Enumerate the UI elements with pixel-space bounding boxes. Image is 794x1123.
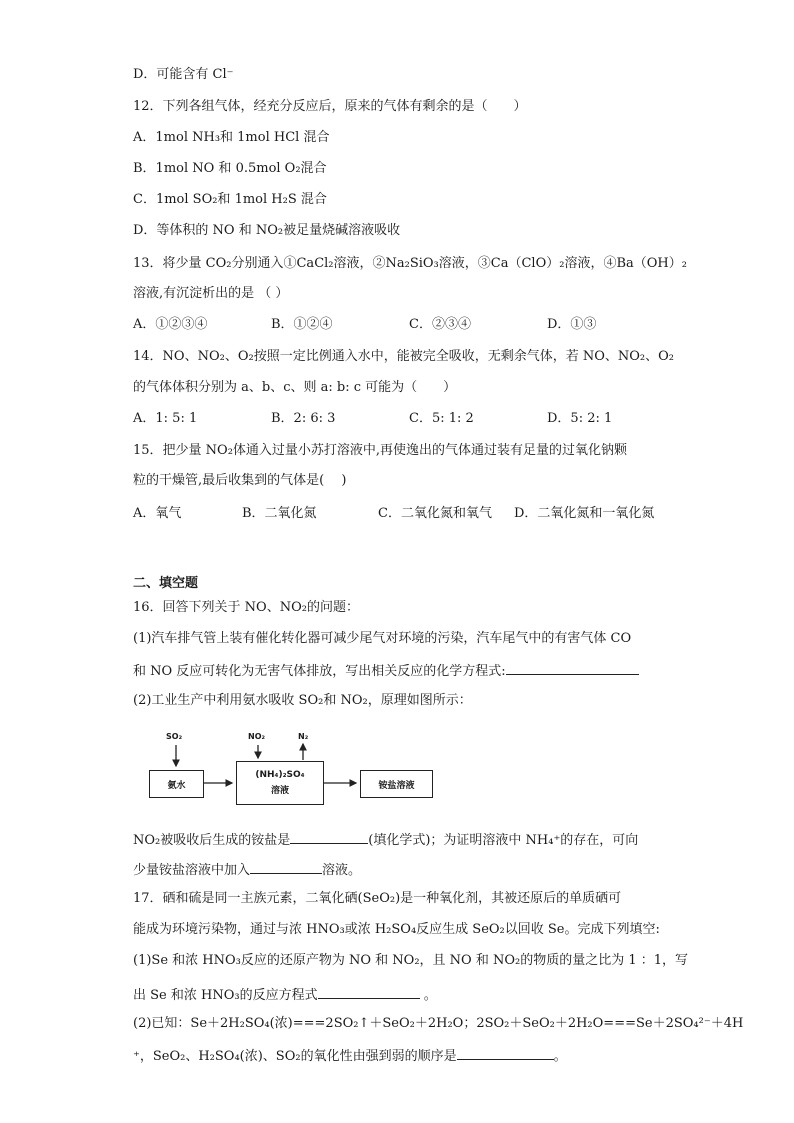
ammonium-sulfate-box xyxy=(236,761,324,805)
q13-option-d: D．①③ xyxy=(547,317,597,332)
q14-option-a: A．1: 5: 1 xyxy=(133,411,198,426)
q17-part1-line1: (1)Se 和浓 HNO₃反应的还原产物为 NO 和 NO₂，且 NO 和 NO₂的物质的量之比为 1 ：1，写 xyxy=(133,953,689,968)
q13-option-b: B．①②④ xyxy=(271,317,333,332)
q15-option-a: A．氧气 xyxy=(133,506,182,521)
q16-part1-line2 xyxy=(133,660,639,681)
q11-option-d: D．可能含有 Cl⁻ xyxy=(133,67,234,82)
q16-part3-line1 xyxy=(133,829,638,850)
q13-stem-line2: 溶液,有沉淀析出的是 （ ） xyxy=(133,286,289,301)
q17-part2-text: ⁺，SeO₂、H₂SO₄(浓)、SO₂的氧化性由强到弱的顺序是 xyxy=(133,1049,457,1064)
q15-option-d: D．二氧化氮和一氧化氮 xyxy=(514,506,655,521)
answer-blank[interactable] xyxy=(250,859,322,874)
q12-option-c: C．1mol SO₂和 1mol H₂S 混合 xyxy=(133,192,327,207)
q17-part2-line2 xyxy=(133,1045,567,1066)
q17-part1-end: 。 xyxy=(423,988,437,1003)
q16-part3-text-c: 少量铵盐溶液中加入 xyxy=(133,863,251,878)
q15-option-c: C．二氧化氮和氧气 xyxy=(378,506,492,521)
q13-option-c: C．②③④ xyxy=(409,317,471,332)
ammonia-water-box: 氨水 xyxy=(149,770,204,798)
q14-option-c: C．5: 1: 2 xyxy=(409,411,474,426)
q13-stem-line1: 13．将少量 CO₂分别通入①CaCl₂溶液，②Na₂SiO₃溶液，③Ca（ClO）₂溶液，④Ba（OH）₂ xyxy=(133,256,687,271)
q16-part3-text-b: (填化学式)；为证明溶液中 NH₄⁺的存在，可向 xyxy=(368,833,639,848)
q14-stem-line2: 的气体体积分别为 a、b、c、则 a: b: c 可能为（ ） xyxy=(133,380,457,395)
q16-part3-line2 xyxy=(133,859,361,880)
box2-solution: 溶液 xyxy=(270,786,289,796)
q17-part2-line1: (2)已知：Se＋2H₂SO₄(浓)===2SO₂↑＋SeO₂＋2H₂O；2SO₂＋SeO₂＋2H₂O===Se＋2SO₄²⁻＋4H xyxy=(133,1016,744,1031)
answer-blank[interactable] xyxy=(457,1045,554,1060)
q14-stem-line1: 14．NO、NO₂、O₂按照一定比例通入水中，能被完全吸收，无剩余气体，若 NO、NO₂、O₂ xyxy=(133,349,674,364)
q12-option-a: A．1mol NH₃和 1mol HCl 混合 xyxy=(133,130,330,145)
answer-blank[interactable] xyxy=(318,984,420,999)
section-title: 二、填空题 xyxy=(133,576,199,591)
answer-blank[interactable] xyxy=(290,829,368,844)
q17-part2-end: 。 xyxy=(553,1049,567,1064)
q14-option-b: B．2: 6: 3 xyxy=(271,411,336,426)
q15-stem-line2: 粒的干燥管,最后收集到的气体是( ) xyxy=(133,473,347,488)
q12-option-b: B．1mol NO 和 0.5mol O₂混合 xyxy=(133,161,327,176)
no2-label: NO₂ xyxy=(248,732,265,741)
q16-part1-text: 和 NO 反应可转化为无害气体排放，写出相关反应的化学方程式: xyxy=(133,664,506,679)
so2-label: SO₂ xyxy=(166,732,183,741)
n2-label: N₂ xyxy=(298,732,309,741)
q17-part1-line2 xyxy=(133,984,437,1005)
q16-part3-text-a: NO₂被吸收后生成的铵盐是 xyxy=(133,833,291,848)
ammonium-salt-box: 铵盐溶液 xyxy=(360,770,433,798)
q16-part1-line1: (1)汽车排气管上装有催化转化器可减少尾气对环境的污染，汽车尾气中的有害气体 CO xyxy=(133,631,632,646)
q12-stem: 12．下列各组气体，经充分反应后，原来的气体有剩余的是（ ） xyxy=(133,99,527,114)
q17-part1-text: 出 Se 和浓 HNO₃的反应方程式 xyxy=(133,988,318,1003)
q16-part2: (2)工业生产中利用氨水吸收 SO₂和 NO₂，原理如图所示： xyxy=(133,693,472,708)
q17-stem-line1: 17．硒和硫是同一主族元素，二氧化硒(SeO₂)是一种氧化剂，其被还原后的单质硒可 xyxy=(133,891,622,906)
q17-stem-line2: 能成为环境污染物，通过与浓 HNO₃或浓 H₂SO₄反应生成 SeO₂以回收 Se。完成下列填空: xyxy=(133,922,660,937)
answer-blank[interactable] xyxy=(506,660,639,675)
box2-formula: (NH₄)₂SO₄ xyxy=(255,770,305,780)
q12-option-d: D．等体积的 NO 和 NO₂被足量烧碱溶液吸收 xyxy=(133,223,401,238)
q15-option-b: B．二氧化氮 xyxy=(242,506,317,521)
q15-stem-line1: 15．把少量 NO₂体通入过量小苏打溶液中,再使逸出的气体通过装有足量的过氧化钠颗 xyxy=(133,443,628,458)
q16-part3-text-d: 溶液。 xyxy=(322,863,362,878)
q14-option-d: D．5: 2: 1 xyxy=(547,411,613,426)
q16-stem: 16．回答下列关于 NO、NO₂的问题： xyxy=(133,600,359,615)
q13-option-a: A．①②③④ xyxy=(133,317,208,332)
